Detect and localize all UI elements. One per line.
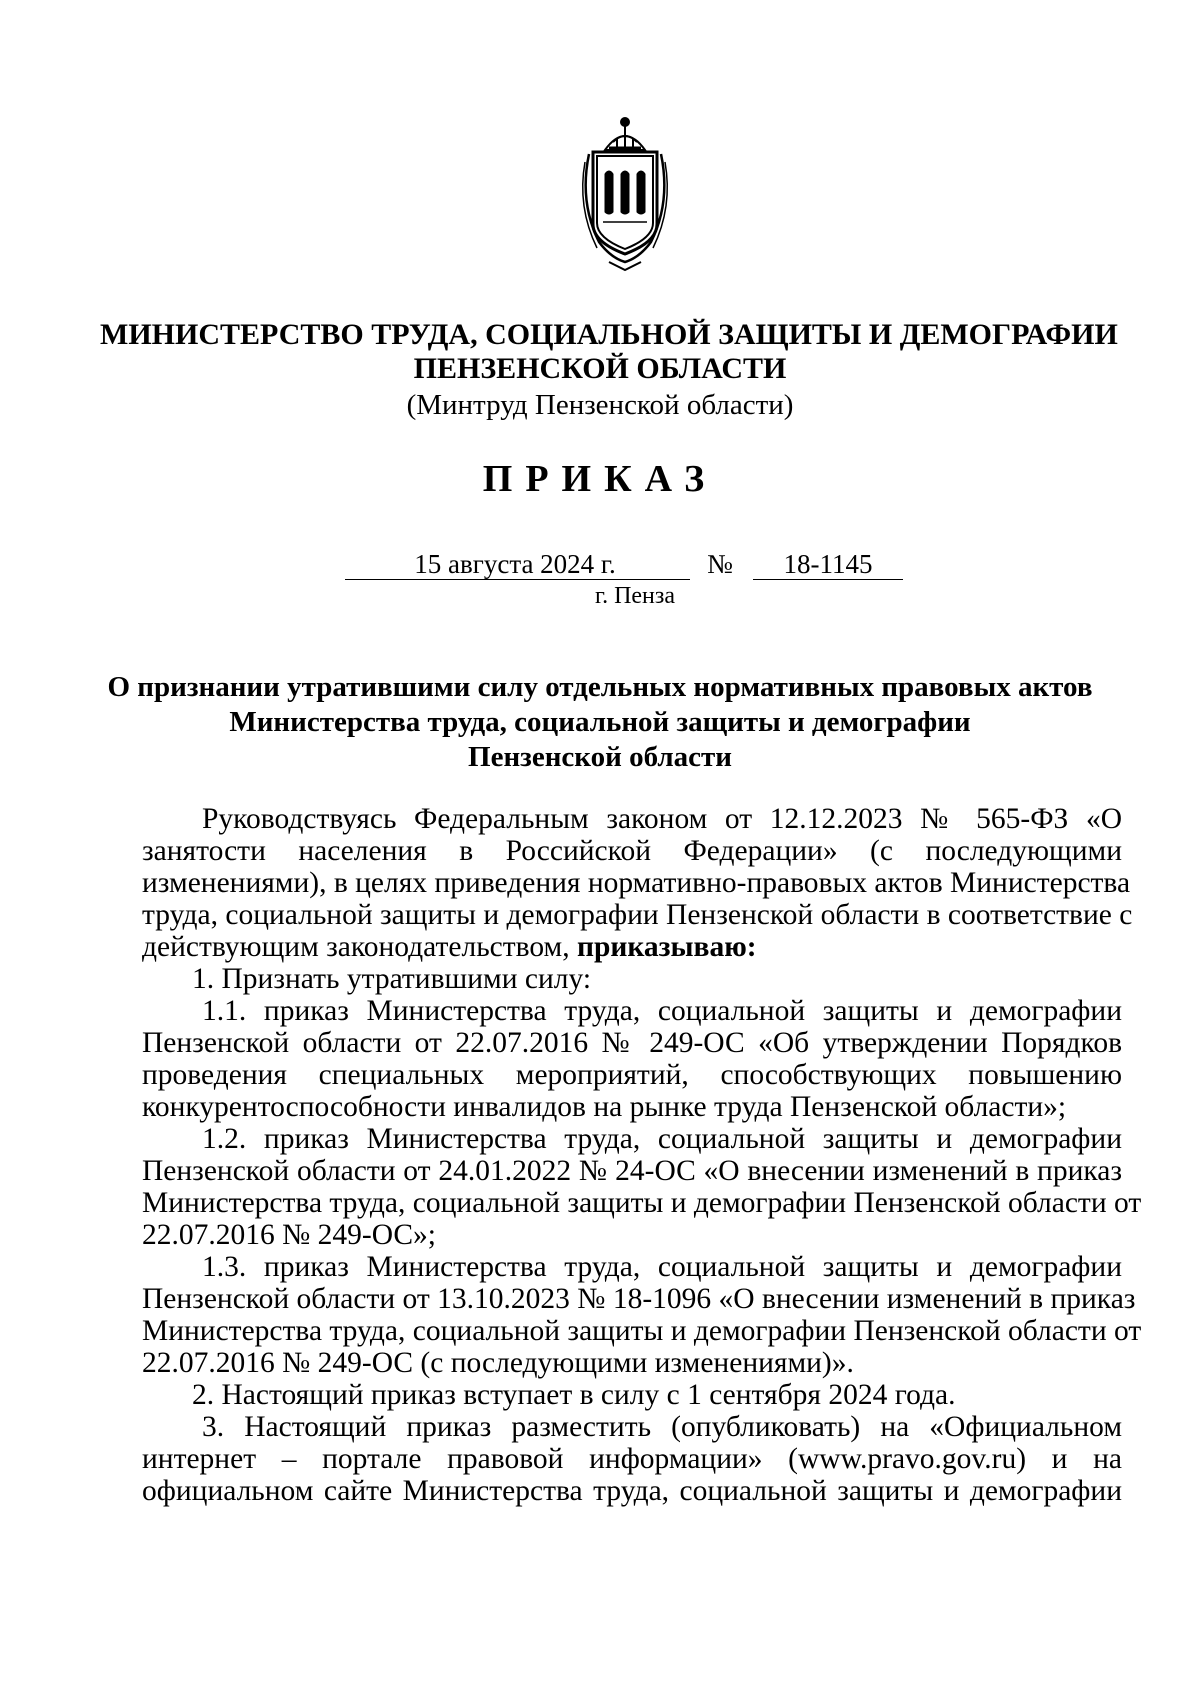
body-line: изменениями), в целях приведения нормативно-правовых актов Министерства <box>142 867 1131 899</box>
number-sign: № <box>707 549 733 579</box>
body-line: 1.2. приказ Министерства труда, социальной защиты и демографии <box>202 1123 1122 1155</box>
body-line: Пензенской области от 24.01.2022 № 24-ОС «О внесении изменений в приказ <box>142 1155 1122 1187</box>
body-bold-text: приказываю: <box>576 931 757 963</box>
body-line: официальном сайте Министерства труда, социальной защиты и демографии <box>142 1475 1122 1507</box>
body-line: проведения специальных мероприятий, способствующих повышению <box>142 1059 1122 1091</box>
order-date: 15 августа 2024 г. <box>414 549 616 579</box>
ministry-name-line1: МИНИСТЕРСТВО ТРУДА, СОЦИАЛЬНОЙ ЗАЩИТЫ И ДЕМОГРАФИИ <box>100 318 1118 351</box>
body-line: труда, социальной защиты и демографии Пензенской области в соответствие с <box>142 899 1133 931</box>
body-line: 1. Признать утратившими силу: <box>192 963 592 995</box>
title-line-3: Пензенской области <box>468 741 732 773</box>
title-line-1: О признании утратившими силу отдельных нормативных правовых актов <box>107 671 1093 703</box>
body-line: 22.07.2016 № 249-ОС (с последующими изменениями)». <box>142 1347 854 1379</box>
document-type-heading: ПРИКАЗ <box>482 458 718 500</box>
body-line <box>142 931 1122 963</box>
body-line: конкурентоспособности инвалидов на рынке труда Пензенской области»; <box>142 1091 1067 1123</box>
body-line: Пензенской области от 13.10.2023 № 18-1096 «О внесении изменений в приказ <box>142 1283 1136 1315</box>
order-number: 18-1145 <box>783 549 873 579</box>
body-line: 2. Настоящий приказ вступает в силу с 1 сентября 2024 года. <box>192 1379 956 1411</box>
body-line: Пензенской области от 22.07.2016 № 249-ОС «Об утверждении Порядков <box>142 1027 1122 1059</box>
body-line: Министерства труда, социальной защиты и демографии Пензенской области от <box>142 1315 1142 1347</box>
penza-coat-of-arms-icon <box>575 112 675 272</box>
city: г. Пенза <box>594 583 676 609</box>
title-line-2: Министерства труда, социальной защиты и демографии <box>229 706 971 738</box>
ministry-short-name: (Минтруд Пензенской области) <box>406 389 794 421</box>
body-line: 1.3. приказ Министерства труда, социальной защиты и демографии <box>202 1251 1122 1283</box>
body-text: действующим законодательством, <box>142 931 577 963</box>
ministry-name-line2: ПЕНЗЕНСКОЙ ОБЛАСТИ <box>413 352 787 385</box>
body-line: занятости населения в Российской Федерации» (с последующими <box>142 835 1122 867</box>
number-underline <box>753 579 903 580</box>
body-line: 1.1. приказ Министерства труда, социальной защиты и демографии <box>202 995 1122 1027</box>
body-line: 22.07.2016 № 249-ОС»; <box>142 1219 437 1251</box>
body-line: Министерства труда, социальной защиты и демографии Пензенской области от <box>142 1187 1142 1219</box>
body-line: 3. Настоящий приказ разместить (опубликовать) на «Официальном <box>202 1411 1122 1443</box>
body-line: Руководствуясь Федеральным законом от 12.12.2023 № 565-ФЗ «О <box>202 803 1122 835</box>
body-line: интернет – портале правовой информации» (www.pravo.gov.ru) и на <box>142 1443 1122 1475</box>
